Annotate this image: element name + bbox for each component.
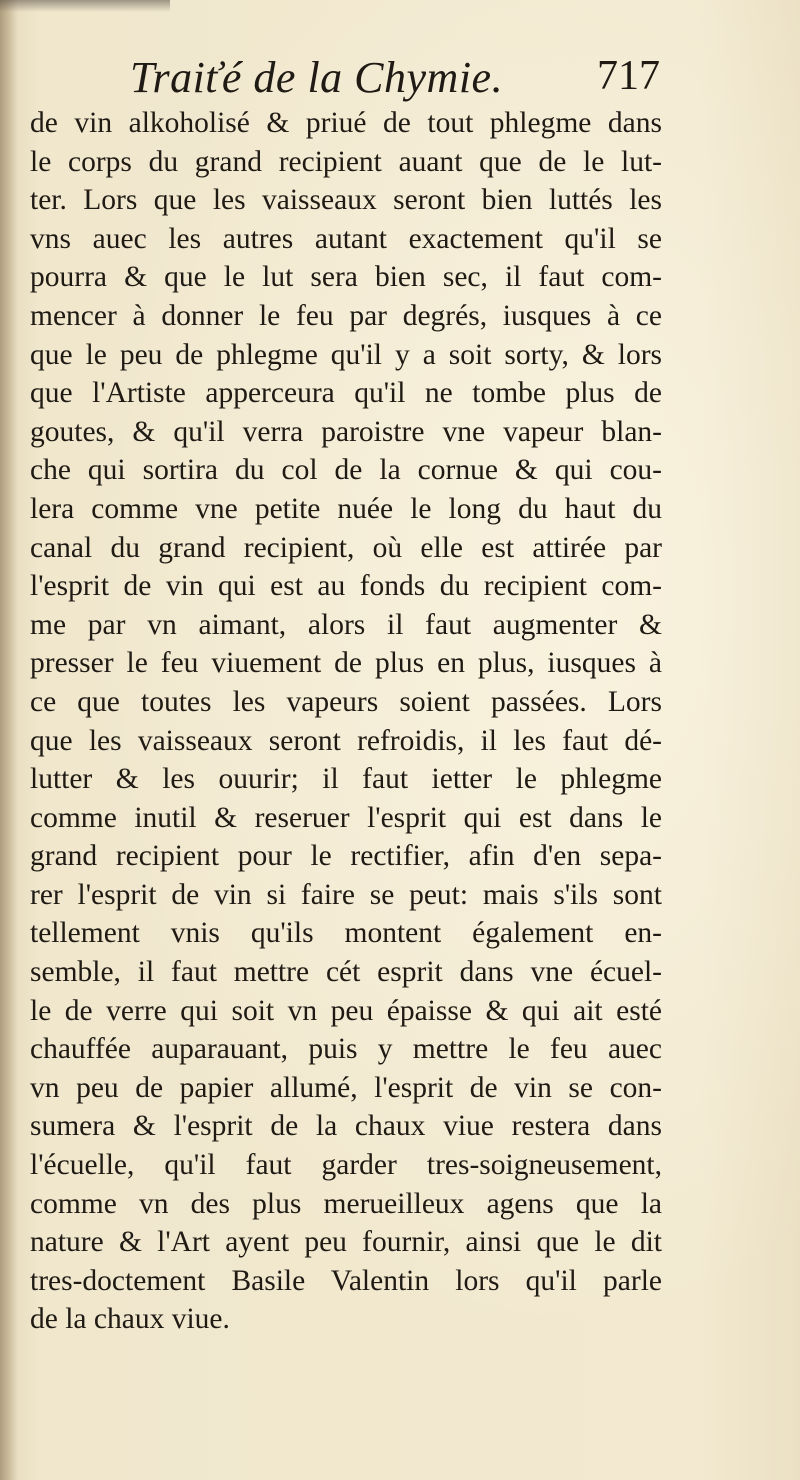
text-line: vn peu de papier allumé, l'esprit de vin se con- — [30, 1071, 662, 1104]
text-line: lera comme vne petite nuée le long du haut du — [30, 492, 662, 525]
text-line: le de verre qui soit vn peu épaisse & qui ait esté — [30, 994, 662, 1027]
text-line: que les vaisseaux seront refroidis, il les faut dé- — [30, 724, 662, 757]
body-text — [30, 104, 662, 1339]
text-line: rer l'esprit de vin si faire se peut: mais s'ils sont — [30, 878, 662, 911]
binding-gutter-shadow — [0, 0, 18, 1480]
text-line: me par vn aimant, alors il faut augmenter & — [30, 608, 662, 641]
text-line: l'esprit de vin qui est au fonds du recipient com- — [30, 570, 662, 603]
text-line: chauffée auparauant, puis y mettre le feu auec — [30, 1033, 662, 1066]
text-line: de vin alkoholisé & priué de tout phlegme dans — [30, 107, 662, 139]
text-line: canal du grand recipient, où elle est attirée par — [30, 531, 662, 564]
text-line: goutes, & qu'il verra paroistre vne vapeur blan- — [30, 415, 662, 448]
page-number: 717 — [597, 53, 660, 99]
page-header — [130, 52, 660, 100]
page-top-edge-shadow — [0, 0, 170, 12]
text-line: grand recipient pour le rectifier, afin d'en sepa- — [30, 840, 662, 873]
text-line: pourra & que le lut sera bien sec, il faut com- — [30, 261, 662, 294]
text-line: comme inutil & reseruer l'esprit qui est dans le — [30, 801, 662, 834]
text-line: che qui sortira du col de la cornue & qui cou- — [30, 454, 662, 487]
text-line: tellement vnis qu'ils montent également en- — [30, 917, 662, 950]
text-line: que l'Artiste apperceura qu'il ne tombe plus de — [30, 377, 662, 410]
text-line-last: de la chaux viue. — [30, 1303, 230, 1336]
text-line: ce que toutes les vapeurs soient passées. Lors — [30, 685, 662, 718]
text-line: sumera & l'esprit de la chaux viue restera dans — [30, 1110, 662, 1143]
text-line: presser le feu viuement de plus en plus, iusques à — [30, 647, 662, 680]
running-title: Traiťé de la Chymie. — [130, 53, 504, 102]
text-line: mencer à donner le feu par degrés, iusques à ce — [30, 299, 662, 332]
text-line: nature & l'Art ayent peu fournir, ainsi que le dit — [30, 1226, 662, 1259]
text-line: comme vn des plus merueilleux agens que la — [30, 1187, 662, 1220]
text-line: que le peu de phlegme qu'il y a soit sorty, & lors — [30, 338, 662, 371]
text-line: ter. Lors que les vaisseaux seront bien luttés les — [30, 184, 662, 217]
text-line: le corps du grand recipient auant que de le lut- — [30, 145, 662, 178]
text-line: l'écuelle, qu'il faut garder tres-soigneusement, — [30, 1149, 662, 1182]
text-line: tres-doctement Basile Valentin lors qu'il parle — [30, 1264, 662, 1297]
text-line: vns auec les autres autant exactement qu'il se — [30, 222, 662, 255]
text-line: semble, il faut mettre cét esprit dans vne écuel- — [30, 956, 662, 989]
text-line: lutter & les ouurir; il faut ietter le phlegme — [30, 763, 662, 796]
